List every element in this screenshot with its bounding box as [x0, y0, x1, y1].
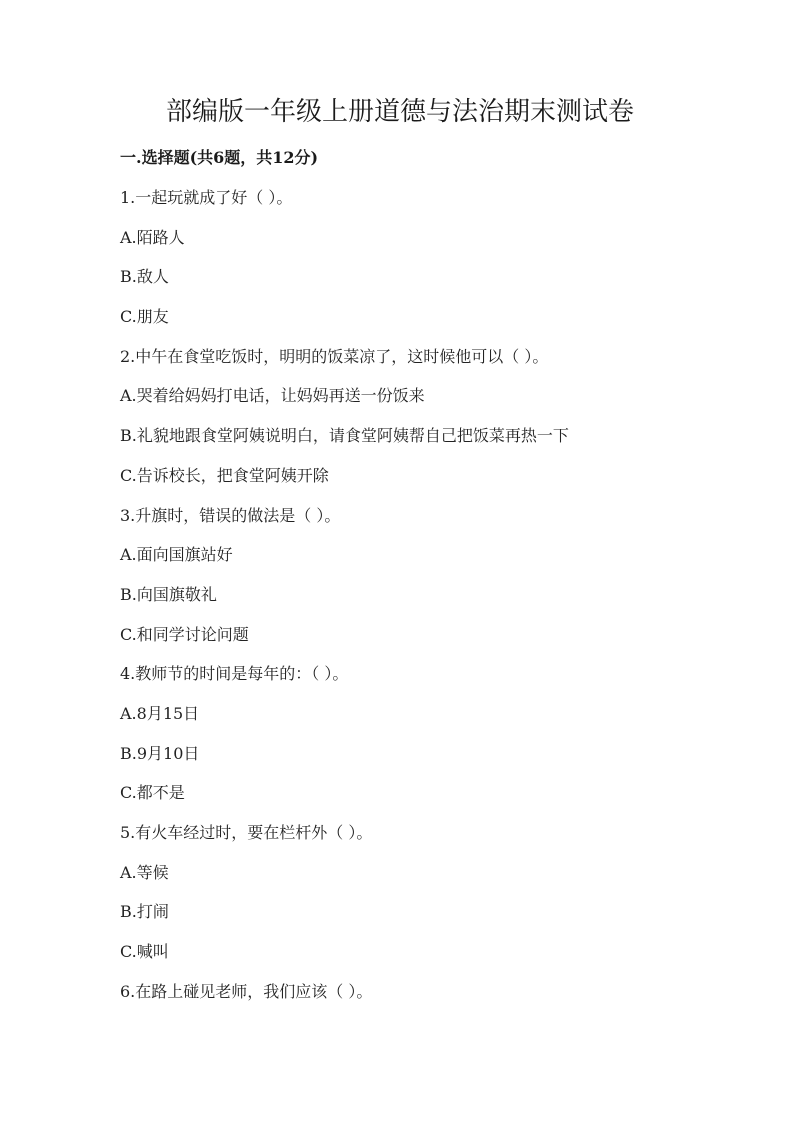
- option-b: B.礼貌地跟食堂阿姨说明白，请食堂阿姨帮自己把饭菜再热一下: [120, 426, 569, 446]
- page-title: 部编版一年级上册道德与法治期末测试卷: [165, 97, 634, 127]
- option-b: B.敌人: [120, 267, 169, 287]
- question-6: [120, 980, 740, 1004]
- option-a: A.面向国旗站好: [120, 545, 233, 565]
- option-c: C.喊叫: [120, 942, 169, 962]
- question-stem: 4.教师节的时间是每年的：（ ）。: [120, 664, 349, 684]
- question-4: [120, 662, 740, 805]
- option-b: B.向国旗敬礼: [120, 584, 217, 604]
- option-b: B.9月10日: [120, 743, 200, 763]
- option-a: A.8月15日: [120, 703, 200, 723]
- option-a: A.哭着给妈妈打电话，让妈妈再送一份饭来: [120, 386, 425, 406]
- option-a: A.等候: [120, 862, 169, 882]
- option-b: B.打闹: [120, 902, 169, 922]
- option-a: A.陌路人: [120, 227, 185, 247]
- question-2: [120, 345, 740, 488]
- option-c: C.和同学讨论问题: [120, 624, 249, 644]
- question-list: [120, 186, 740, 1019]
- question-3: [120, 504, 740, 647]
- question-1: [120, 186, 740, 329]
- question-stem: 2.中午在食堂吃饭时，明明的饭菜凉了，这时候他可以（ ）。: [120, 346, 549, 366]
- section-heading: 一.选择题(共6题，共12分): [120, 148, 319, 167]
- option-c: C.朋友: [120, 307, 169, 327]
- option-c: C.都不是: [120, 783, 185, 803]
- question-stem: 5.有火车经过时，要在栏杆外（ ）。: [120, 823, 373, 842]
- question-stem: 1.一起玩就成了好（ ）。: [120, 188, 293, 207]
- question-stem: 3.升旗时，错误的做法是（ ）。: [120, 505, 341, 525]
- option-c: C.告诉校长，把食堂阿姨开除: [120, 465, 329, 485]
- question-stem: 6.在路上碰见老师，我们应该（ ）。: [120, 981, 373, 1001]
- question-5: [120, 821, 740, 964]
